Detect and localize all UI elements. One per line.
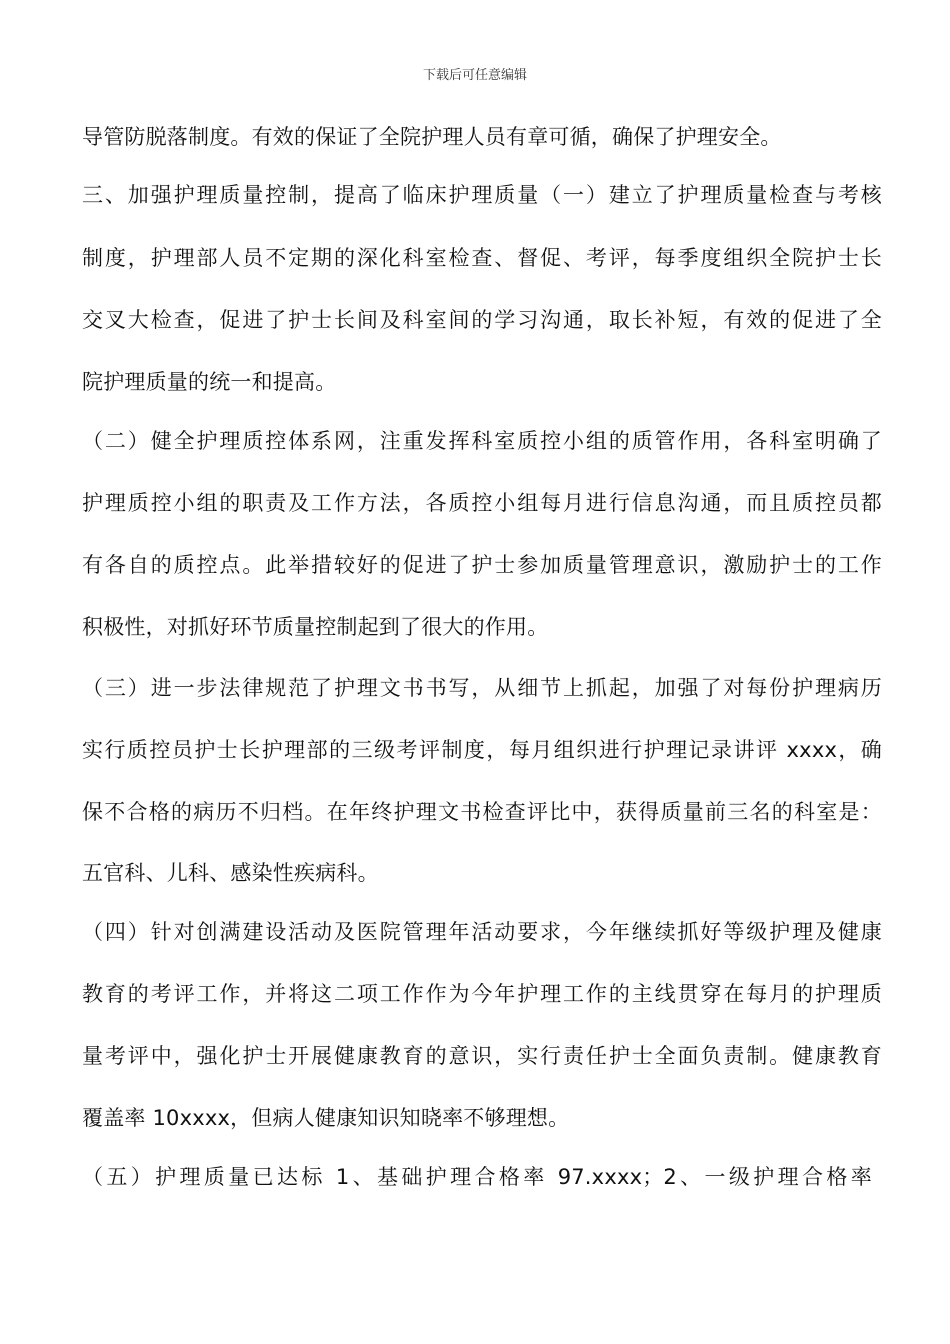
body-text-line: 三、加强护理质量控制，提高了临床护理质量（一）建立了护理质量检查与考核 [82,183,882,207]
body-text-line: 交叉大检查，促进了护士长间及科室间的学习沟通，取长补短，有效的促进了全 [82,308,882,332]
body-text-line: 覆盖率 10xxxx，但病人健康知识知晓率不够理想。 [82,1106,570,1130]
body-text-line: 院护理质量的统一和提高。 [82,370,337,394]
body-text-line: （四）针对创满建设活动及医院管理年活动要求，今年继续抓好等级护理及健康 [82,920,882,944]
body-text-line: 教育的考评工作，并将这二项工作作为今年护理工作的主线贯穿在每月的护理质 [82,982,882,1006]
body-text-line: （三）进一步法律规范了护理文书书写，从细节上抓起，加强了对每份护理病历 [82,676,882,700]
body-text-line: 实行质控员护士长护理部的三级考评制度，每月组织进行护理记录讲评 xxxx，确 [82,738,882,762]
body-text-line: 积极性，对抓好环节质量控制起到了很大的作用。 [82,615,549,639]
body-text-line: 护理质控小组的职责及工作方法，各质控小组每月进行信息沟通，而且质控员都 [82,491,882,515]
page-header: 下载后可任意编辑 [422,68,527,83]
body-text-line: 量考评中，强化护士开展健康教育的意识，实行责任护士全面负责制。健康教育 [82,1044,882,1068]
body-text-line: 保不合格的病历不归档。在年终护理文书检查评比中，获得质量前三名的科室是： [82,800,882,824]
body-text-line: 导管防脱落制度。有效的保证了全院护理人员有章可循，确保了护理安全。 [82,125,782,149]
body-text-line: 制度，护理部人员不定期的深化科室检查、督促、考评，每季度组织全院护士长 [82,246,882,270]
body-text-line: 五官科、儿科、感染性疾病科。 [82,861,379,885]
body-text-line: （五）护理质量已达标 1、基础护理合格率 97.xxxx；2、一级护理合格率 [82,1165,872,1189]
body-text-line: （二）健全护理质控体系网，注重发挥科室质控小组的质管作用，各科室明确了 [82,429,882,453]
body-text-line: 有各自的质控点。此举措较好的促进了护士参加质量管理意识，激励护士的工作 [82,553,882,577]
